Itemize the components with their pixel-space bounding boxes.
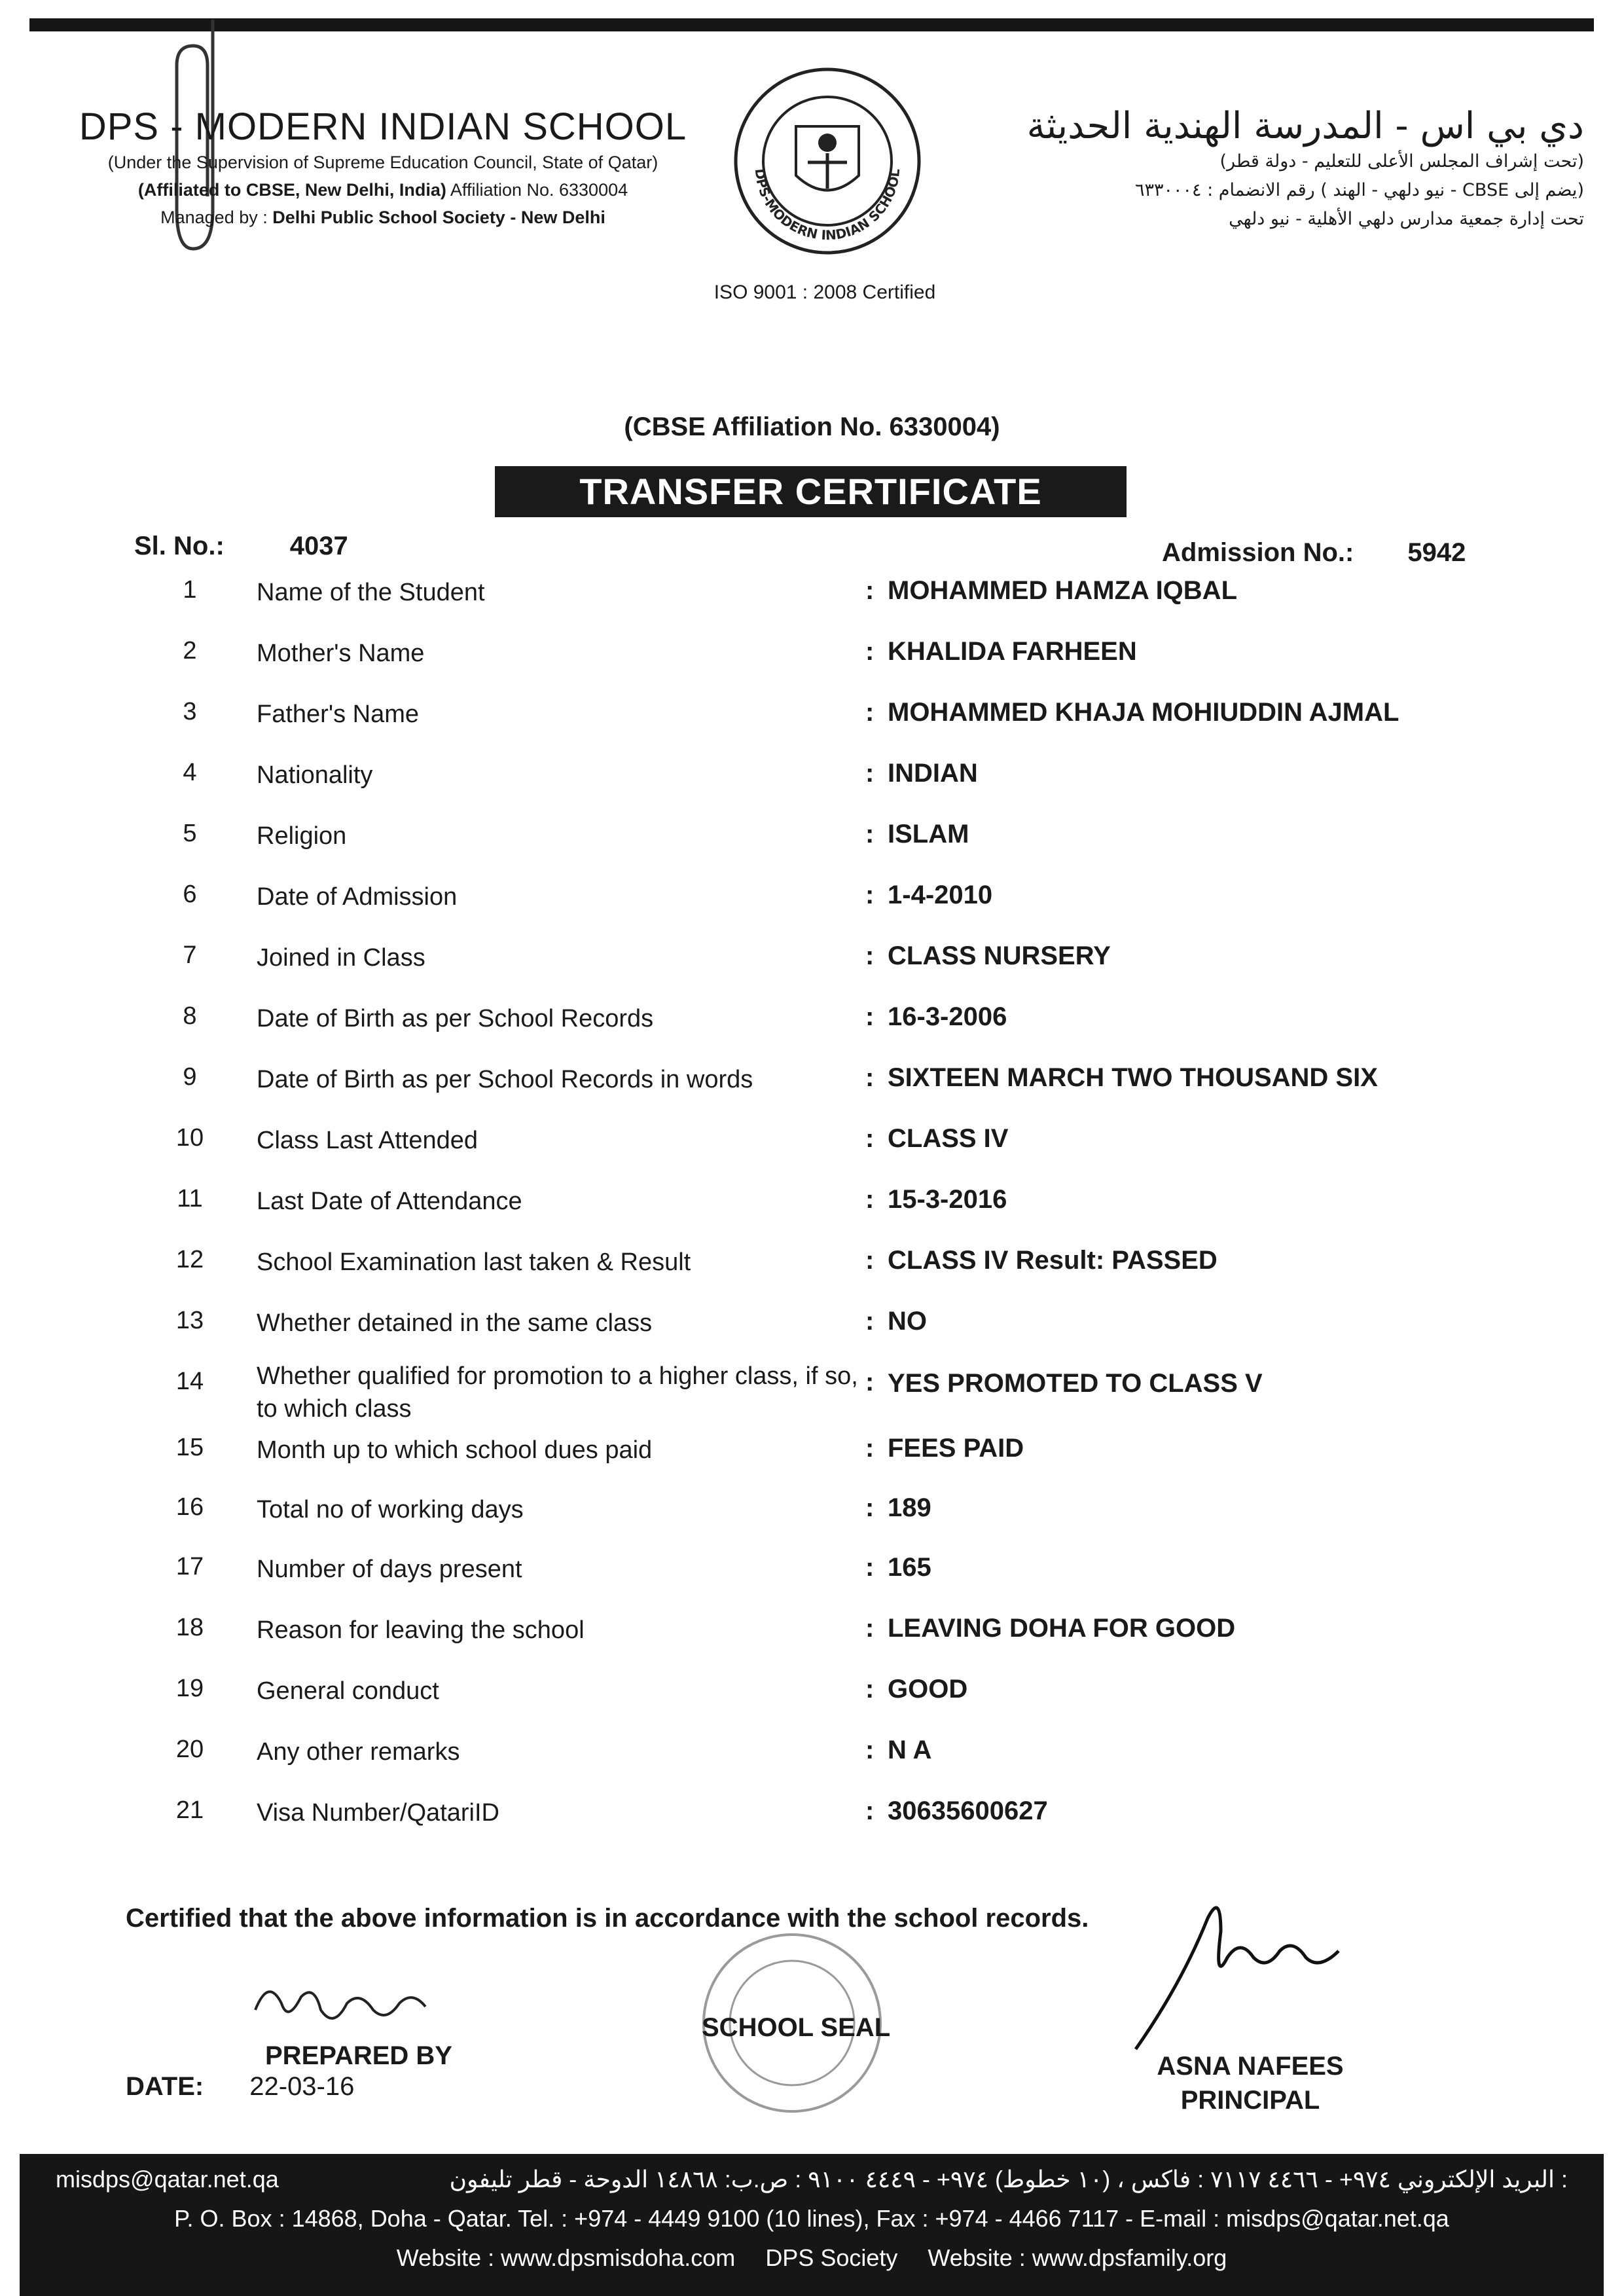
cbse-affiliation-heading: (CBSE Affiliation No. 6330004) xyxy=(624,412,1000,441)
row-number: 3 xyxy=(183,698,197,725)
row-number: 4 xyxy=(183,759,197,786)
row-label: Date of Admission xyxy=(257,883,458,911)
detail-row xyxy=(0,1246,1624,1292)
detail-row xyxy=(0,1124,1624,1170)
row-value: 16-3-2006 xyxy=(888,1002,1007,1031)
row-label: Total no of working days xyxy=(257,1496,524,1523)
row-label: General conduct xyxy=(257,1677,439,1705)
preparer-signature xyxy=(249,1971,445,2043)
row-colon: : xyxy=(865,637,875,666)
row-value: MOHAMMED KHAJA MOHIUDDIN AJMAL xyxy=(888,698,1399,727)
footer-email: misdps@qatar.net.qa xyxy=(56,2166,279,2193)
footer-society: DPS Society xyxy=(765,2244,898,2271)
footer-websites xyxy=(20,2244,1604,2272)
row-value: CLASS IV xyxy=(888,1124,1009,1153)
detail-row xyxy=(0,1360,1624,1432)
affiliation-number: Affiliation No. 6330004 xyxy=(450,180,628,200)
school-seal-label: SCHOOL SEAL xyxy=(702,2013,891,2042)
row-value: 189 xyxy=(888,1493,931,1522)
row-colon: : xyxy=(865,576,875,605)
row-label: School Examination last taken & Result xyxy=(257,1248,691,1276)
row-colon: : xyxy=(865,1246,875,1275)
row-value: NO xyxy=(888,1307,927,1336)
serial-value: 4037 xyxy=(289,532,348,560)
row-value: 165 xyxy=(888,1553,931,1582)
date-label: DATE: xyxy=(126,2072,204,2101)
footer-website-2: Website : www.dpsfamily.org xyxy=(928,2244,1227,2271)
row-number: 8 xyxy=(183,1002,197,1030)
row-label: Number of days present xyxy=(257,1556,522,1583)
detail-row xyxy=(0,1307,1624,1353)
row-label: Last Date of Attendance xyxy=(257,1188,522,1215)
row-label: Whether detained in the same class xyxy=(257,1309,653,1337)
principal-signature xyxy=(1123,1879,1352,2075)
row-number: 9 xyxy=(183,1063,197,1091)
row-colon: : xyxy=(865,1493,875,1522)
managed-prefix: Managed by : xyxy=(160,208,268,227)
affiliated-text: (Affiliated to CBSE, New Delhi, India) xyxy=(137,180,446,200)
admission-label: Admission No.: xyxy=(1162,538,1354,567)
row-label: Mother's Name xyxy=(257,640,425,667)
row-label: Reason for leaving the school xyxy=(257,1616,585,1644)
detail-row xyxy=(0,1675,1624,1721)
row-number: 21 xyxy=(175,1796,204,1824)
detail-row xyxy=(0,1553,1624,1599)
row-label: Class Last Attended xyxy=(257,1127,478,1154)
row-value: FEES PAID xyxy=(888,1434,1024,1463)
row-value: YES PROMOTED TO CLASS V xyxy=(888,1369,1263,1398)
principal-block xyxy=(1142,2049,1358,2117)
row-number: 5 xyxy=(183,820,197,847)
managed-by: Delhi Public School Society - New Delhi xyxy=(272,208,605,227)
school-header-arabic xyxy=(956,105,1584,234)
row-label: Nationality xyxy=(257,761,373,789)
row-colon: : xyxy=(865,1063,875,1092)
detail-row xyxy=(0,1796,1624,1842)
row-colon: : xyxy=(865,1736,875,1764)
row-value: 15-3-2016 xyxy=(888,1185,1007,1214)
row-colon: : xyxy=(865,1185,875,1214)
row-number: 13 xyxy=(175,1307,204,1334)
admission-number xyxy=(1162,538,1466,568)
certification-statement: Certified that the above information is in accordance with the school records. xyxy=(126,1904,1089,1933)
row-label: Month up to which school dues paid xyxy=(257,1436,653,1464)
prepared-by-label: PREPARED BY xyxy=(265,2041,452,2070)
arabic-affiliation-line: (يضم إلى CBSE - نيو دلهي - الهند ) رقم الانضمام : ٦٣٣٠٠٠٤ xyxy=(1134,180,1584,200)
row-label: Date of Birth as per School Records in words xyxy=(257,1066,753,1093)
school-logo-emblem xyxy=(731,64,924,258)
principal-name: ASNA NAFEES xyxy=(1157,2052,1344,2081)
detail-row xyxy=(0,698,1624,744)
row-colon: : xyxy=(865,820,875,848)
row-colon: : xyxy=(865,698,875,727)
row-number: 14 xyxy=(175,1368,204,1395)
detail-row xyxy=(0,637,1624,683)
footer-arabic-contact: : البريد الإلكتروني ٩٧٤+ - ٤٤٦٦ ٧١١٧ : فاكس ، (١٠ خطوط) ٩٧٤+ - ٤٤٤٩ ٩١٠٠ : ص.ب: ١٤٨٦٨ الدوحة - قطر تليفون xyxy=(449,2166,1568,2193)
row-colon: : xyxy=(865,941,875,970)
detail-row xyxy=(0,1493,1624,1539)
row-colon: : xyxy=(865,1434,875,1463)
row-colon: : xyxy=(865,1553,875,1582)
footer-address: P. O. Box : 14868, Doha - Qatar. Tel. : +974 - 4449 9100 (10 lines), Fax : +974 - 4466 7117 - E-mail : misdps@qatar.net.qa xyxy=(174,2205,1449,2232)
row-value: MOHAMMED HAMZA IQBAL xyxy=(888,576,1238,605)
arabic-supervision-line: (تحت إشراف المجلس الأعلى للتعليم - دولة قطر) xyxy=(1219,151,1584,172)
detail-row xyxy=(0,820,1624,866)
row-value: SIXTEEN MARCH TWO THOUSAND SIX xyxy=(888,1063,1378,1092)
arabic-managed-line: تحت إدارة جمعية مدارس دلهي الأهلية - نيو دلهي xyxy=(1229,209,1584,229)
date-value: 22-03-16 xyxy=(249,2072,355,2101)
row-number: 11 xyxy=(177,1185,203,1212)
detail-row xyxy=(0,1614,1624,1660)
row-colon: : xyxy=(865,1675,875,1704)
issue-date xyxy=(126,2072,354,2102)
row-label: Father's Name xyxy=(257,701,420,728)
row-value: 30635600627 xyxy=(888,1796,1048,1825)
row-value: INDIAN xyxy=(888,759,978,788)
supervision-line: (Under the Supervision of Supreme Education Council, State of Qatar) xyxy=(107,153,659,172)
detail-row xyxy=(0,941,1624,987)
row-colon: : xyxy=(865,1614,875,1643)
certificate-title: TRANSFER CERTIFICATE xyxy=(495,466,1127,517)
row-number: 6 xyxy=(183,881,197,908)
row-colon: : xyxy=(865,1124,875,1153)
top-border-bar xyxy=(29,18,1594,31)
detail-row xyxy=(0,576,1624,622)
admission-value: 5942 xyxy=(1407,538,1466,567)
row-number: 2 xyxy=(183,637,197,665)
row-number: 17 xyxy=(175,1553,204,1580)
arabic-school-name: دي بي اس - المدرسة الهندية الحديثة xyxy=(1026,105,1584,147)
row-colon: : xyxy=(865,759,875,788)
contact-footer xyxy=(20,2154,1604,2296)
detail-row xyxy=(0,1736,1624,1781)
row-number: 15 xyxy=(175,1434,204,1461)
detail-row xyxy=(0,1434,1624,1480)
row-value: GOOD xyxy=(888,1675,968,1704)
row-value: CLASS NURSERY xyxy=(888,941,1111,970)
detail-row xyxy=(0,1185,1624,1231)
principal-title: PRINCIPAL xyxy=(1180,2086,1320,2115)
managed-by-line xyxy=(59,204,707,231)
logo-ring-text: DPS-MODERN INDIAN SCHOOL xyxy=(751,168,903,244)
row-number: 7 xyxy=(183,941,197,969)
row-label: Visa Number/QatariID xyxy=(257,1799,499,1827)
school-name: DPS - MODERN INDIAN SCHOOL xyxy=(79,105,687,148)
row-number: 19 xyxy=(175,1675,204,1702)
serial-number xyxy=(134,532,348,561)
row-label: Date of Birth as per School Records xyxy=(257,1005,654,1032)
row-number: 18 xyxy=(175,1614,204,1641)
row-colon: : xyxy=(865,1368,875,1396)
row-number: 10 xyxy=(175,1124,204,1152)
row-value: ISLAM xyxy=(888,820,969,848)
serial-label: Sl. No.: xyxy=(134,532,225,560)
row-label: Any other remarks xyxy=(257,1738,460,1766)
school-header-left xyxy=(59,105,707,231)
affiliation-line xyxy=(59,176,707,204)
row-number: 20 xyxy=(175,1736,204,1763)
row-colon: : xyxy=(865,1796,875,1825)
detail-row xyxy=(0,1063,1624,1109)
row-value: N A xyxy=(888,1736,932,1764)
detail-row xyxy=(0,1002,1624,1048)
row-number: 12 xyxy=(175,1246,204,1273)
iso-certification: ISO 9001 : 2008 Certified xyxy=(713,282,936,303)
row-label: Name of the Student xyxy=(257,579,485,606)
row-colon: : xyxy=(865,1002,875,1031)
row-value: KHALIDA FARHEEN xyxy=(888,637,1137,666)
row-number: 16 xyxy=(175,1493,204,1521)
row-label: Whether qualified for promotion to a higher class, if so, to which class xyxy=(257,1362,858,1423)
detail-row xyxy=(0,881,1624,926)
row-label: Joined in Class xyxy=(257,944,425,972)
footer-website-1: Website : www.dpsmisdoha.com xyxy=(396,2244,736,2271)
row-label: Religion xyxy=(257,822,347,850)
row-colon: : xyxy=(865,881,875,909)
row-number: 1 xyxy=(183,576,197,604)
row-value: LEAVING DOHA FOR GOOD xyxy=(888,1614,1236,1643)
row-colon: : xyxy=(865,1307,875,1336)
row-value: 1-4-2010 xyxy=(888,881,993,909)
row-value: CLASS IV Result: PASSED xyxy=(888,1246,1218,1275)
detail-row xyxy=(0,759,1624,805)
